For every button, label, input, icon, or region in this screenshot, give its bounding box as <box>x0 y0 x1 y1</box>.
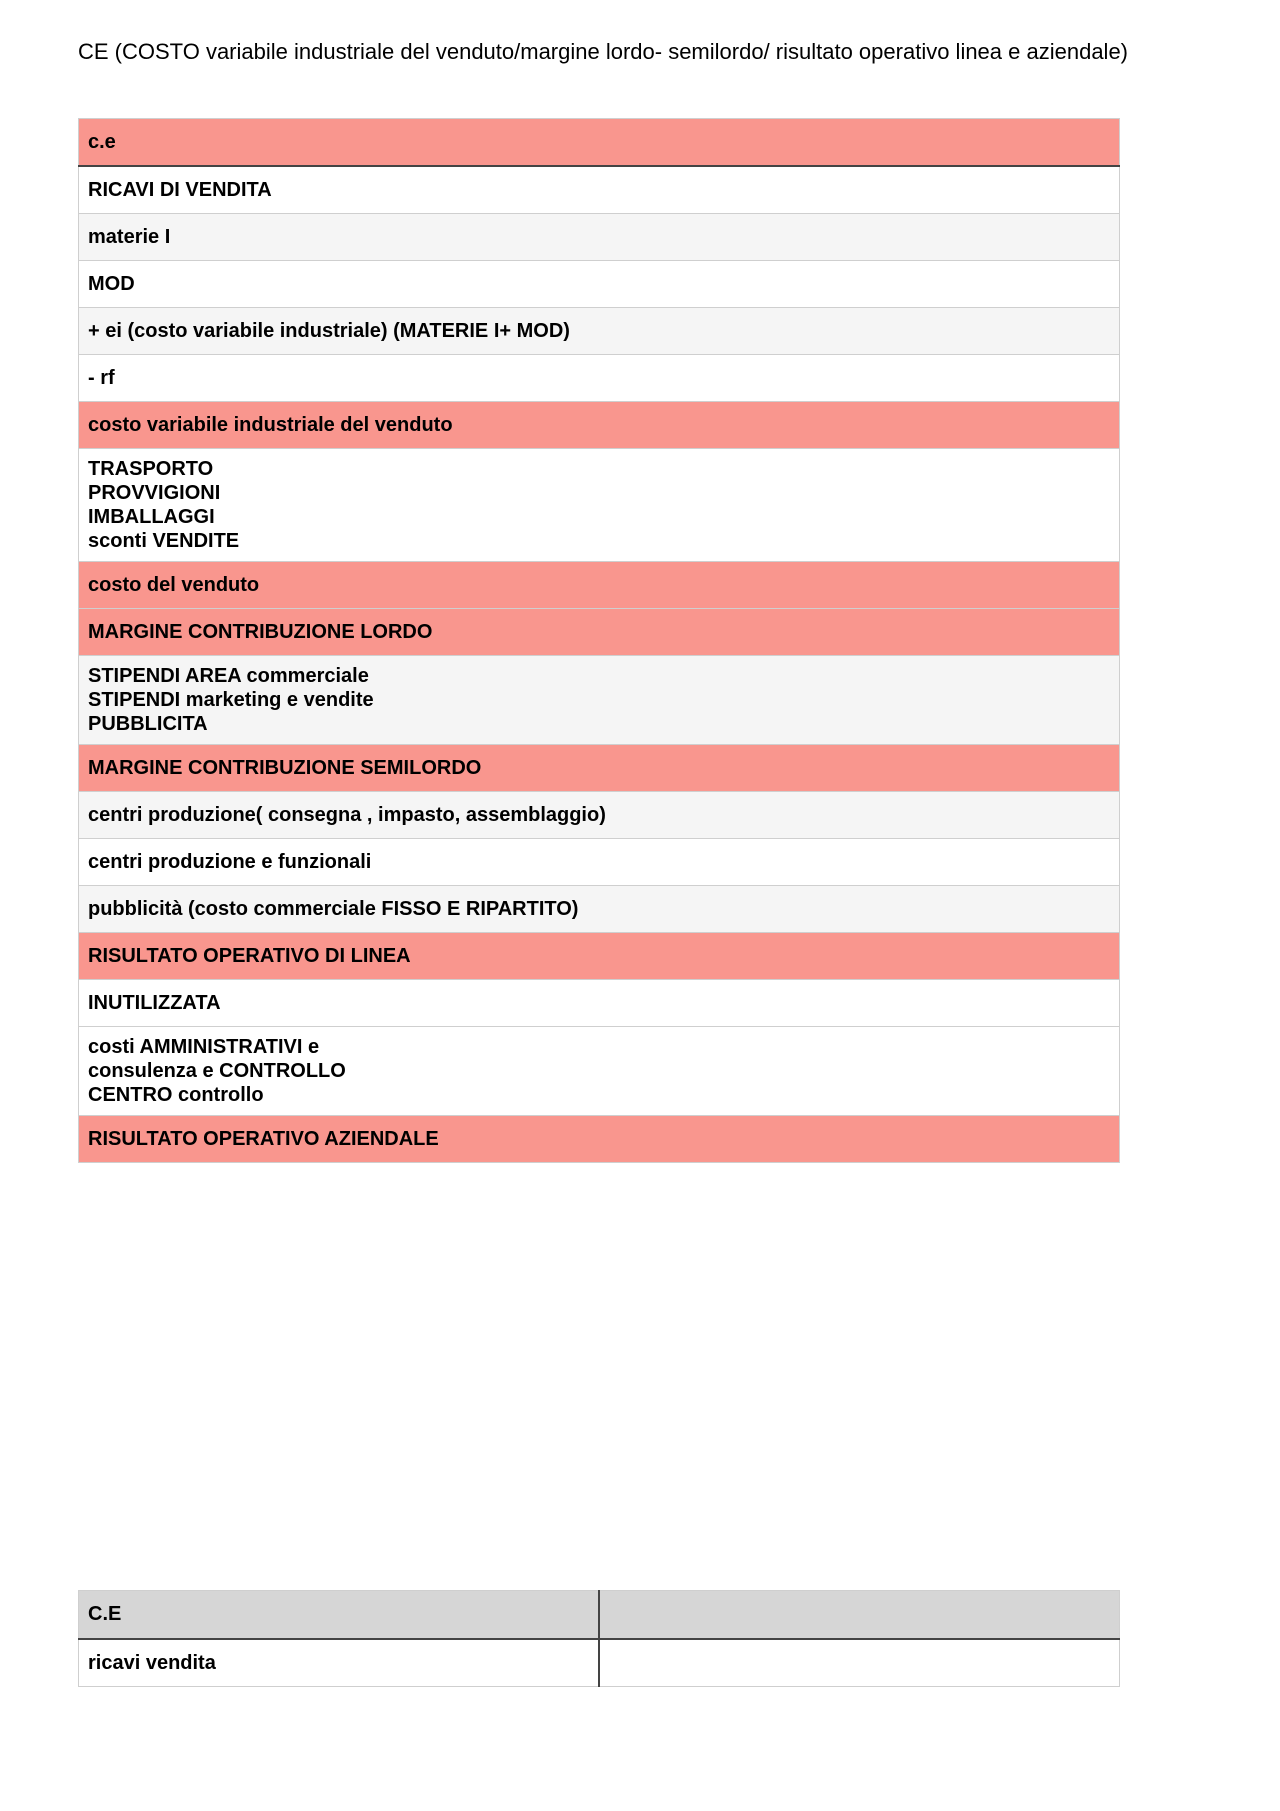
table-cell: materie I <box>79 214 1120 261</box>
table-row <box>79 656 1120 745</box>
table-row-highlight <box>79 933 1120 980</box>
table-row <box>79 449 1120 562</box>
table-row <box>79 308 1120 355</box>
table-cell: TRASPORTO PROVVIGIONI IMBALLAGGI sconti VENDITE <box>79 449 1120 562</box>
table-row <box>79 839 1120 886</box>
table-cell <box>599 1639 1120 1687</box>
table-row <box>79 980 1120 1027</box>
table-row-highlight <box>79 609 1120 656</box>
table-cell: pubblicità (costo commerciale FISSO E RIPARTITO) <box>79 886 1120 933</box>
table-row-highlight <box>79 562 1120 609</box>
table-cell: MARGINE CONTRIBUZIONE LORDO <box>79 609 1120 656</box>
table-cell: ricavi vendita <box>79 1639 600 1687</box>
table-header-cell: C.E <box>79 1591 600 1640</box>
table-cell: MARGINE CONTRIBUZIONE SEMILORDO <box>79 745 1120 792</box>
table-cell: costo del venduto <box>79 562 1120 609</box>
table-cell: RICAVI DI VENDITA <box>79 166 1120 214</box>
table-row <box>79 1639 1120 1687</box>
table-header-cell <box>599 1591 1120 1640</box>
table-row <box>79 886 1120 933</box>
table-row <box>79 1027 1120 1116</box>
table-row <box>79 792 1120 839</box>
table-row <box>79 261 1120 308</box>
table-row-highlight <box>79 745 1120 792</box>
table-cell: RISULTATO OPERATIVO AZIENDALE <box>79 1116 1120 1163</box>
ce-table <box>78 118 1120 1163</box>
table-cell: costo variabile industriale del venduto <box>79 402 1120 449</box>
table-row <box>79 214 1120 261</box>
page-title: CE (COSTO variabile industriale del venduto/margine lordo- semilordo/ risultato operativo linea e aziendale) <box>78 39 1129 64</box>
table-row <box>79 166 1120 214</box>
table-cell: centri produzione e funzionali <box>79 839 1120 886</box>
table-cell: RISULTATO OPERATIVO DI LINEA <box>79 933 1120 980</box>
table-cell: MOD <box>79 261 1120 308</box>
table-cell: INUTILIZZATA <box>79 980 1120 1027</box>
table-cell: c.e <box>79 119 1120 167</box>
table-row <box>79 355 1120 402</box>
table-cell: centri produzione( consegna , impasto, assemblaggio) <box>79 792 1120 839</box>
table-cell: + ei (costo variabile industriale) (MATERIE I+ MOD) <box>79 308 1120 355</box>
table-cell: costi AMMINISTRATIVI e consulenza e CONTROLLO CENTRO controllo <box>79 1027 1120 1116</box>
table-row-highlight <box>79 1116 1120 1163</box>
ce2-table <box>78 1590 1120 1687</box>
table-row-header <box>79 119 1120 167</box>
table-header-row <box>79 1591 1120 1640</box>
table-cell: STIPENDI AREA commerciale STIPENDI marketing e vendite PUBBLICITA <box>79 656 1120 745</box>
table-row-highlight <box>79 402 1120 449</box>
table-cell: - rf <box>79 355 1120 402</box>
